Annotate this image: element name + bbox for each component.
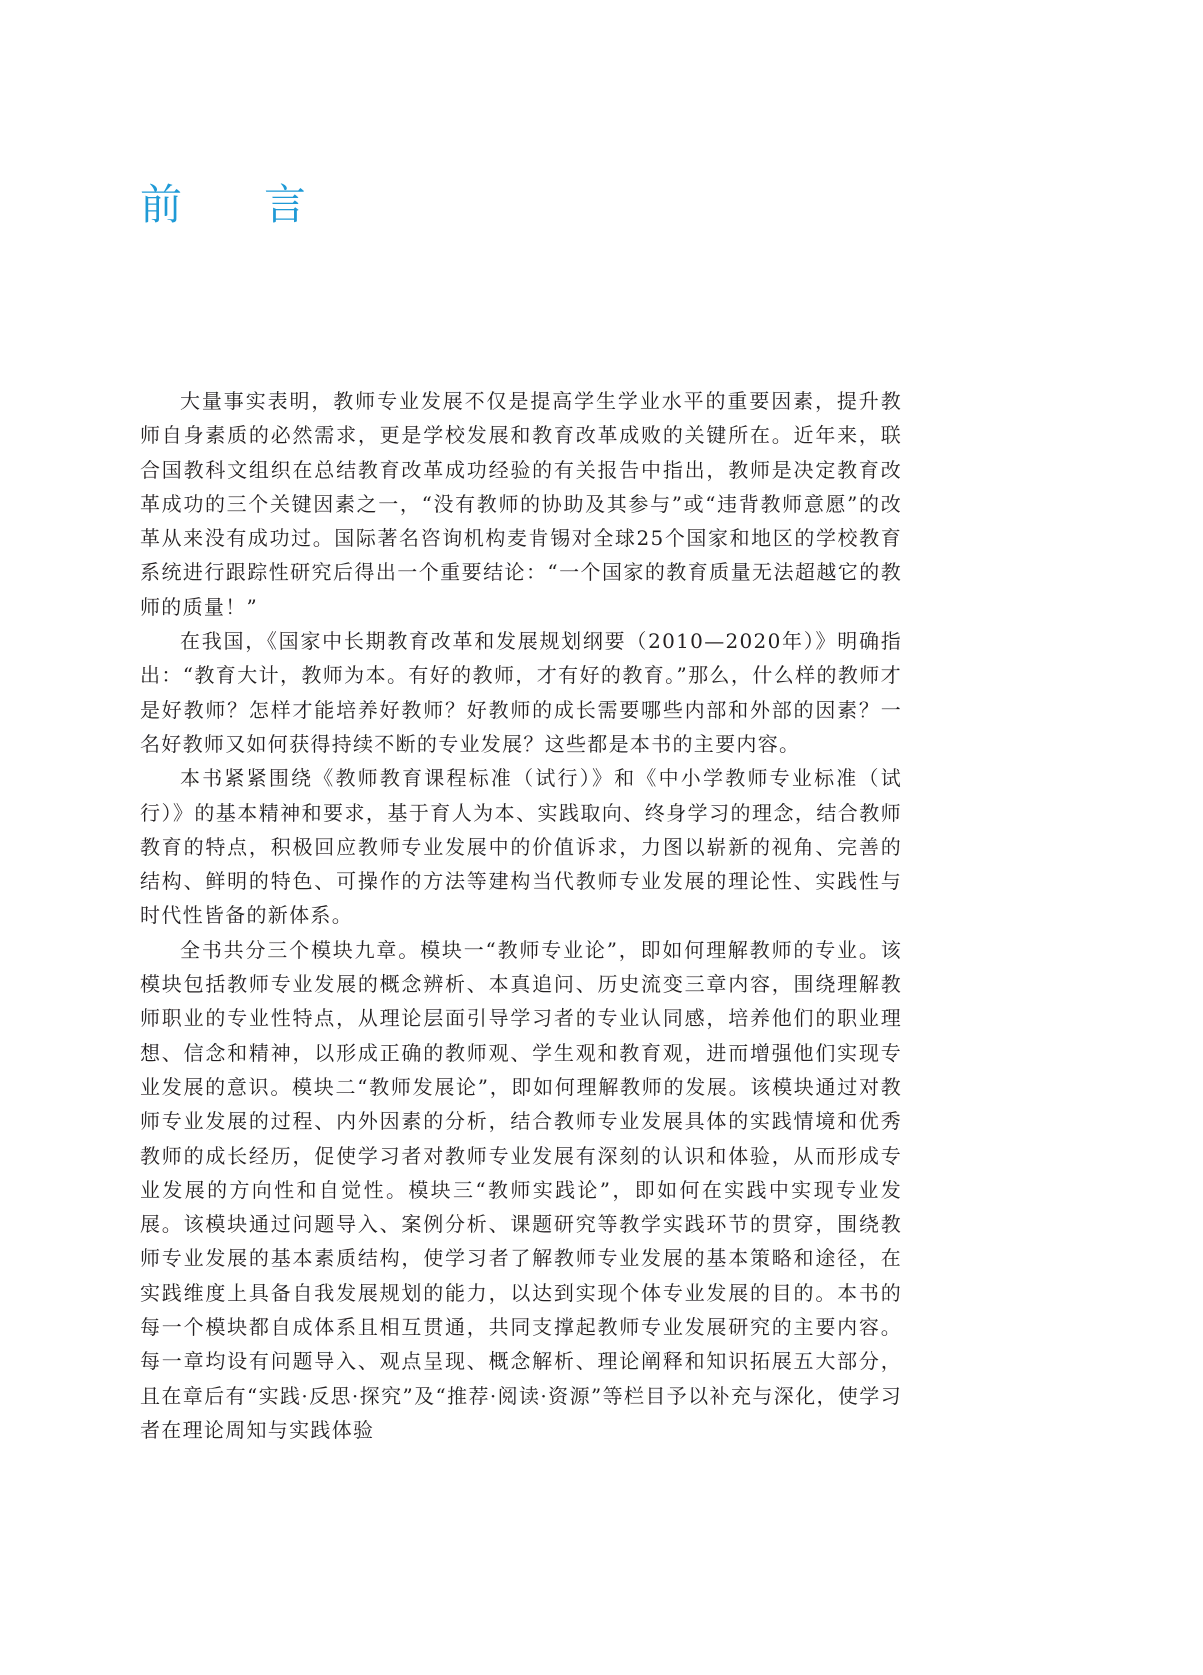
paragraph: 本书紧紧围绕《教师教育课程标准（试行）》和《中小学教师专业标准（试行）》的基本精神和要求，基于育人为本、实践取向、终身学习的理念，结合教师教育的特点，积极回应教师专业发展中的价值诉求，力图以崭新的视角、完善的结构、鲜明的特色、可操作的方法等建构当代教师专业发展的理论性、实践性与时代性皆备的新体系。 xyxy=(140,766,902,928)
paragraph: 在我国，《国家中长期教育改革和发展规划纲要（2010—2020年）》明确指出：“教育大计，教师为本。有好的教师，才有好的教育。”那么，什么样的教师才是好教师？怎样才能培养好教师？好教师的成长需要哪些内部和外部的因素？一名好教师又如何获得持续不断的专业发展？这些都是本书的主要内容。 xyxy=(140,629,902,756)
paragraph: 全书共分三个模块九章。模块一“教师专业论”，即如何理解教师的专业。该模块包括教师专业发展的概念辨析、本真追问、历史流变三章内容，围绕理解教师职业的专业性特点，从理论层面引导学习者的专业认同感，培养他们的职业理想、信念和精神，以形成正确的教师观、学生观和教育观，进而增强他们实现专业发展的意识。模块二“教师发展论”，即如何理解教师的发展。该模块通过对教师专业发展的过程、内外因素的分析，结合教师专业发展具体的实践情境和优秀教师的成长经历，促使学习者对教师专业发展有深刻的认识和体验，从而形成专业发展的方向性和自觉性。模块三“教师实践论”，即如何在实践中实现专业发展。该模块通过问题导入、案例分析、课题研究等教学实践环节的贯穿，围绕教师专业发展的基本素质结构，使学习者了解教师专业发展的基本策略和途径，在实践维度上具备自我发展规划的能力，以达到实现个体专业发展的目的。本书的每一个模块都自成体系且相互贯通，共同支撑起教师专业发展研究的主要内容。每一章均设有问题导入、观点呈现、概念解析、理论阐释和知识拓展五大部分，且在章后有“实践·反思·探究”及“推荐·阅读·资源”等栏目予以补充与深化，使学习者在理论周知与实践体验 xyxy=(140,937,902,1442)
page-title: 前言 xyxy=(140,180,389,229)
paragraph: 大量事实表明，教师专业发展不仅是提高学生学业水平的重要因素，提升教师自身素质的必然需求，更是学校发展和教育改革成败的关键所在。近年来，联合国教科文组织在总结教育改革成功经验的有关报告中指出，教师是决定教育改革成功的三个关键因素之一，“没有教师的协助及其参与”或“违背教师意愿”的改革从来没有成功过。国际著名咨询机构麦肯锡对全球25个国家和地区的学校教育系统进行跟踪性研究后得出一个重要结论：“一个国家的教育质量无法超越它的教师的质量！” xyxy=(140,389,902,619)
body-text xyxy=(140,384,902,1447)
